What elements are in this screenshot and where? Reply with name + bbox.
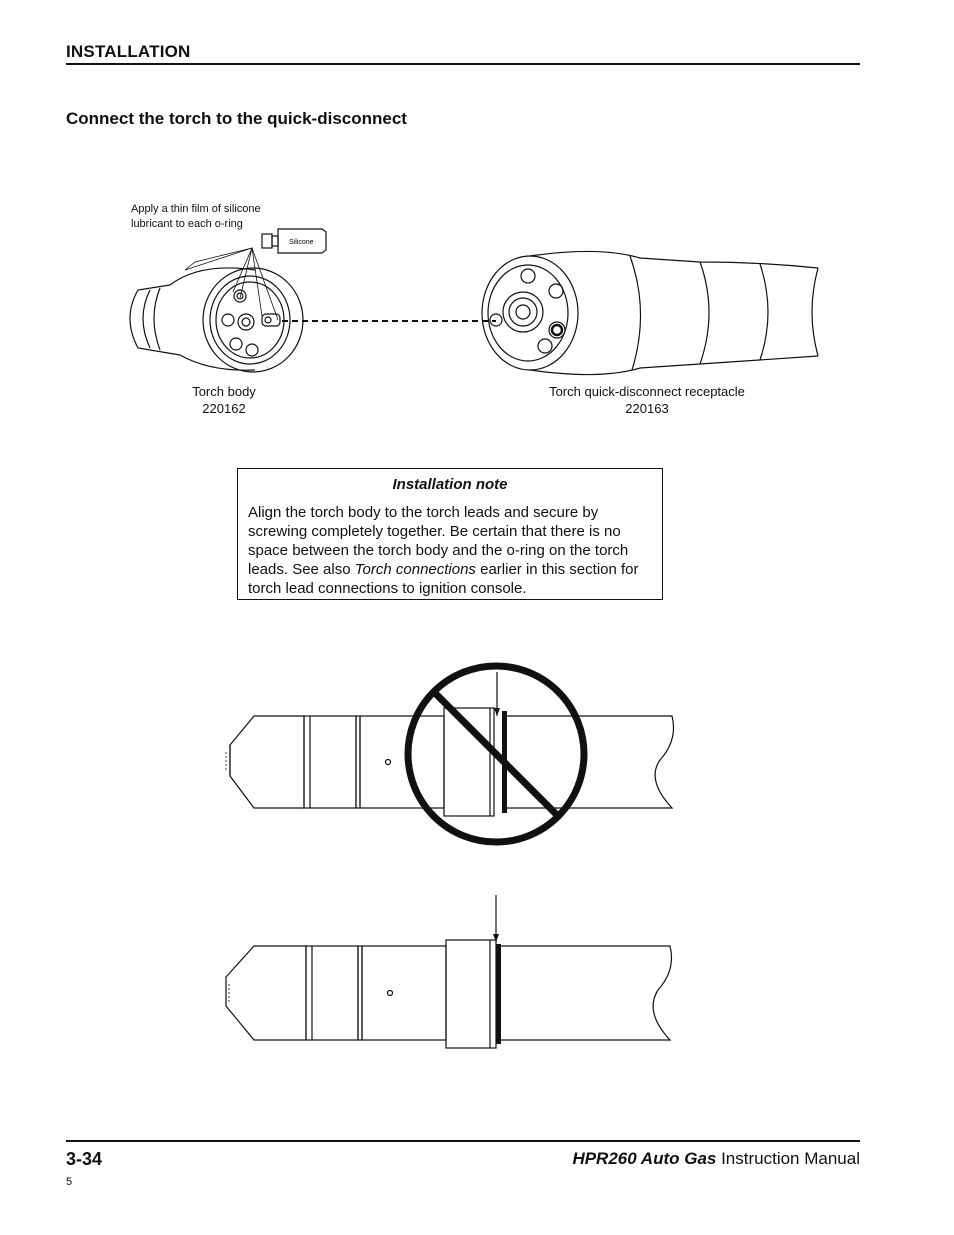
section-header: INSTALLATION — [66, 42, 191, 61]
page-number: 3-34 — [66, 1149, 103, 1169]
receptacle-caption — [530, 383, 764, 417]
receptacle-label: Torch quick-disconnect receptacle — [549, 384, 745, 399]
lubricant-callout — [131, 202, 301, 232]
receptacle-drawing — [482, 251, 818, 374]
header-rule — [66, 63, 860, 65]
torch-connections-reference[interactable]: Torch connections — [354, 561, 476, 578]
torch-body-caption — [168, 383, 280, 417]
manual-label: Instruction Manual — [716, 1149, 860, 1168]
manual-title — [572, 1149, 860, 1169]
callout-leaders — [185, 248, 278, 320]
callout-line-1: Apply a thin film of silicone — [131, 203, 261, 215]
torch-body-drawing — [130, 268, 303, 372]
silicone-tube-label: Silicone — [289, 239, 314, 246]
footnote: 5 — [66, 1176, 73, 1188]
torch-body-label: Torch body — [192, 384, 256, 399]
installation-note-text — [248, 503, 652, 598]
torch-body-part-number: 220162 — [202, 401, 246, 416]
callout-line-2: lubricant to each o-ring — [131, 218, 243, 230]
product-name: HPR260 Auto Gas — [572, 1149, 717, 1168]
prohibited-icon — [408, 666, 584, 842]
correct-connection-drawing — [226, 895, 672, 1048]
note-text-part-1: Align the torch body to the torch leads and secure by screwing completely together. Be certain that there is no space between the torch body and the o-ring on the torch leads. See also — [248, 504, 629, 578]
installation-note-box — [237, 468, 663, 600]
incorrect-connection-drawing — [226, 672, 674, 816]
installation-note-title: Installation note — [392, 476, 508, 493]
section-heading: Connect the torch to the quick-disconnect — [66, 109, 407, 128]
silicone-tube-icon — [262, 229, 326, 253]
footer-rule — [66, 1140, 860, 1142]
receptacle-part-number: 220163 — [625, 401, 669, 416]
note-text-part-2: earlier in this section for torch lead connections to ignition console. — [248, 561, 639, 597]
